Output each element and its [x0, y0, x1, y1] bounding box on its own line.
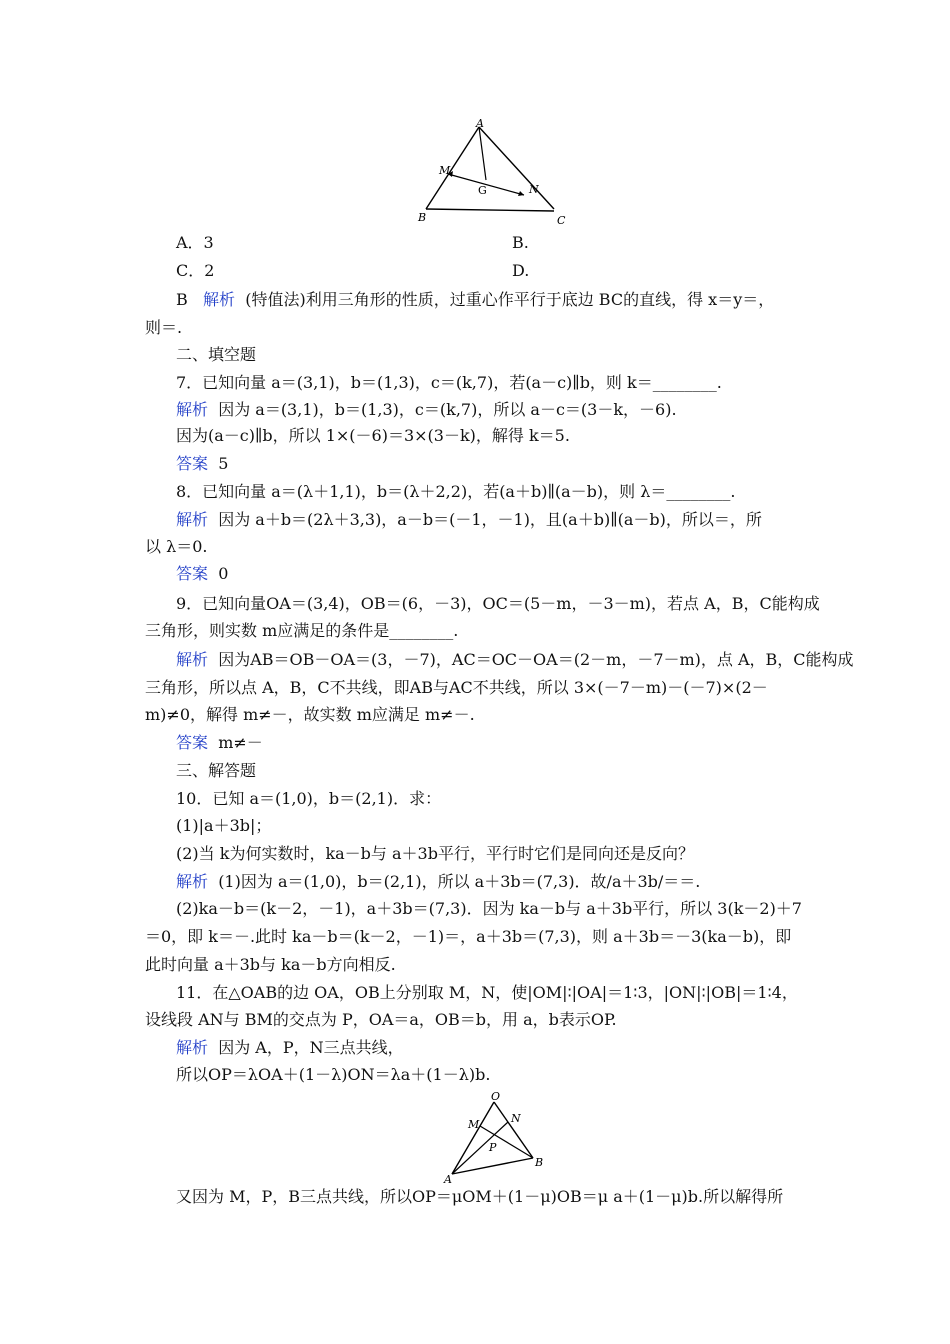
q9-solution-line1: [176, 650, 854, 670]
section-2-heading: 二、填空题: [176, 345, 257, 364]
q9-solution-text: 因为AB＝OB－OA＝(3，－7)，AC＝OC－OA＝(2－m，－7－m)，点 A，B，C能构成: [218, 650, 854, 669]
q11-solution-text: 因为 A，P，N三点共线，: [218, 1038, 404, 1057]
section-3-heading: 三、解答题: [176, 761, 257, 780]
q6-solution-label: 解析: [203, 290, 236, 309]
option-a: A．3: [176, 233, 214, 252]
q11-stem-line1: 11．在△OAB的边 OA，OB上分别取 M，N，使|OM|∶|OA|＝1∶3，|ON|∶|OB|＝1∶4，: [176, 983, 798, 1002]
q7-solution-label: 解析: [176, 400, 209, 419]
q8-stem: 8．已知向量 a＝(λ＋1,1)，b＝(λ＋2,2)，若(a＋b)∥(a－b)，则 λ＝________.: [176, 482, 736, 501]
q7-solution-line2: 因为(a－c)∥b，所以 1×(－6)＝3×(3－k)，解得 k＝5.: [176, 426, 570, 445]
figure1-label-n: N: [529, 183, 539, 196]
q10-solution-line2: (2)ka－b＝(k－2，－1)，a＋3b＝(7,3)．因为 ka－b与 a＋3b平行，所以 3(k－2)＋7: [176, 899, 802, 918]
q9-stem-line1: 9．已知向量OA＝(3,4)，OB＝(6，－3)，OC＝(5－m，－3－m)，若点 A，B，C能构成: [176, 594, 820, 613]
figure2-label-m: M: [468, 1118, 480, 1131]
figure1-label-m: M: [439, 164, 451, 177]
figure2-label-n: N: [511, 1112, 521, 1125]
q10-solution-line3: ＝0，即 k＝－.此时 ka－b＝(k－2，－1)＝，a＋3b＝(7,3)，则 a＋3b＝－3(ka－b)，即: [145, 927, 792, 946]
q10-solution-line1: [176, 872, 700, 892]
q7-answer: 5: [218, 454, 229, 473]
triangle-figure-abc: [412, 118, 577, 230]
q8-answer-label: 答案: [176, 564, 209, 583]
figure1-label-g: G: [478, 184, 487, 197]
q10-part1: (1)|a＋3b|；: [176, 816, 272, 835]
q8-answer: 0: [218, 564, 229, 583]
q9-solution-line2: 三角形，所以点 A，B，C不共线，即AB与AC不共线，所以 3×(－7－m)－(－7)×(2－: [145, 678, 768, 697]
q11-stem-line2: 设线段 AN与 BM的交点为 P，OA＝a，OB＝b，用 a，b表示OP.: [145, 1010, 617, 1029]
figure2-label-a: A: [444, 1173, 452, 1186]
q11-solution-line3: 又因为 M，P，B三点共线，所以OP＝μOM＋(1－μ)OB＝μ a＋(1－μ)b.所以解得所: [176, 1187, 784, 1206]
q10-part2: (2)当 k为何实数时，ka－b与 a＋3b平行，平行时它们是同向还是反向？: [176, 844, 694, 863]
figure2-label-o: O: [491, 1090, 501, 1103]
q11-solution-line2: 所以OP＝λOA＋(1－λ)ON＝λa＋(1－λ)b.: [176, 1065, 491, 1084]
q9-solution-line3: m)≠0，解得 m≠－，故实数 m应满足 m≠－.: [145, 705, 475, 724]
triangle-figure-oab: [436, 1088, 556, 1188]
figure1-label-b: B: [418, 211, 427, 224]
q7-answer-label: 答案: [176, 454, 209, 473]
q10-solution-label: 解析: [176, 872, 209, 891]
q7-stem: 7．已知向量 a＝(3,1)，b＝(1,3)，c＝(k,7)，若(a－c)∥b，则 k＝________.: [176, 373, 722, 392]
q11-solution-line1: [176, 1038, 404, 1058]
q8-solution-text: 因为 a＋b＝(2λ＋3,3)，a－b＝(－1，－1)，且(a＋b)∥(a－b)，所以＝，所: [218, 510, 762, 529]
option-c: C．2: [176, 261, 215, 280]
q9-answer-label: 答案: [176, 733, 209, 752]
q6-answer: B: [176, 290, 188, 309]
option-d: D.: [512, 261, 530, 280]
q8-solution-label: 解析: [176, 510, 209, 529]
q11-solution-label: 解析: [176, 1038, 209, 1057]
q7-solution-line1: [176, 400, 677, 420]
q6-solution-line1: [176, 290, 774, 310]
q10-solution-line4: 此时向量 a＋3b与 ka－b方向相反.: [145, 955, 396, 974]
q7-answer-line: [176, 454, 228, 474]
option-b: B.: [512, 233, 529, 252]
figure2-label-p: P: [489, 1141, 497, 1154]
q9-answer-line: [176, 733, 263, 753]
q6-solution-line2: 则＝.: [145, 318, 183, 337]
q10-stem: 10．已知 a＝(1,0)，b＝(2,1)．求：: [176, 789, 442, 808]
q7-solution-text: 因为 a＝(3,1)，b＝(1,3)，c＝(k,7)，所以 a－c＝(3－k，－6).: [218, 400, 677, 419]
figure1-label-c: C: [557, 214, 566, 227]
q9-answer: m≠－: [218, 733, 263, 752]
figure2-label-b: B: [535, 1156, 544, 1169]
q9-solution-label: 解析: [176, 650, 209, 669]
q8-answer-line: [176, 564, 228, 584]
q8-solution-line1: [176, 510, 762, 530]
q8-solution-line2: 以 λ＝0.: [145, 537, 208, 556]
q10-solution-text: (1)因为 a＝(1,0)，b＝(2,1)，所以 a＋3b＝(7,3)．故/a＋3b/＝＝.: [218, 872, 701, 891]
figure1-label-a: A: [476, 118, 484, 130]
q9-stem-line2: 三角形，则实数 m应满足的条件是________.: [145, 621, 459, 640]
q6-solution-text: (特值法)利用三角形的性质，过重心作平行于底边 BC的直线，得 x＝y＝，: [245, 290, 775, 309]
